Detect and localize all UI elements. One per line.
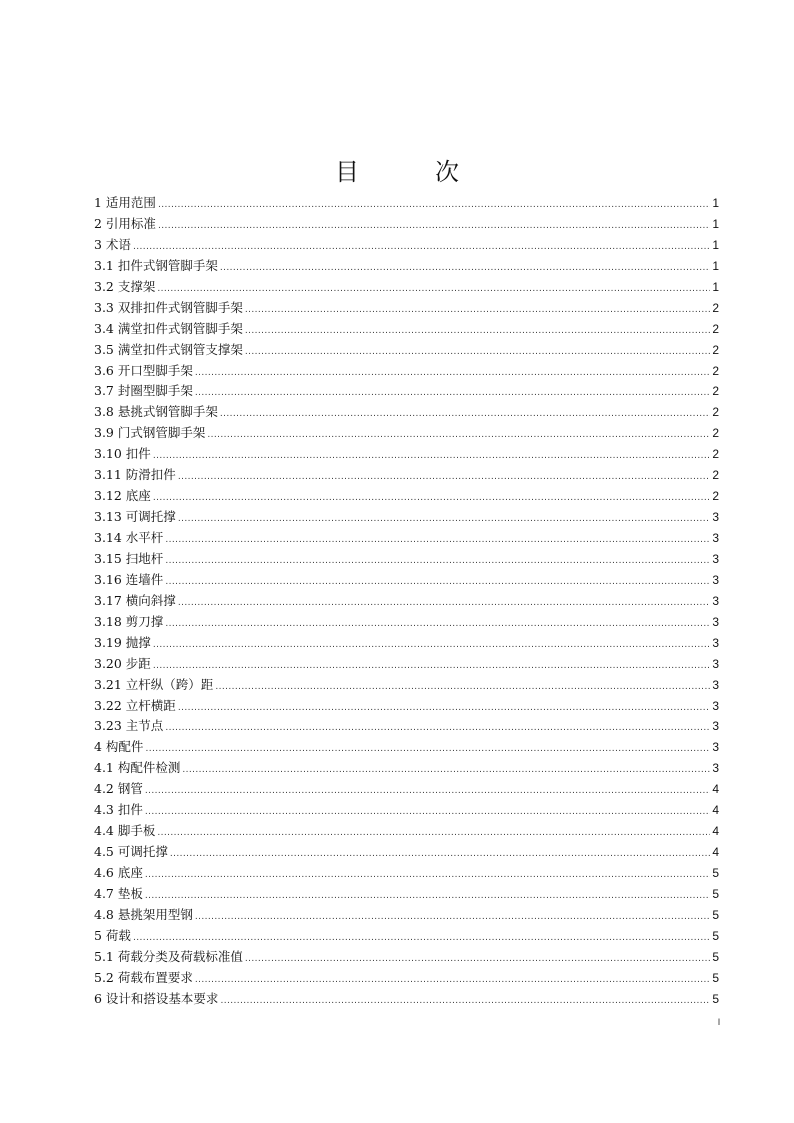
toc-entry-page: 2 xyxy=(712,426,719,441)
toc-entry-label: 4.8 悬挑架用型钢 xyxy=(94,906,193,922)
toc-entry-page: 2 xyxy=(712,363,719,378)
toc-entry-label: 3.7 封圈型脚手架 xyxy=(94,383,193,399)
toc-entry-page: 3 xyxy=(712,572,719,587)
toc-dot-leader xyxy=(207,425,710,446)
toc-entry[interactable] xyxy=(94,842,719,863)
toc-dot-leader xyxy=(215,677,710,698)
toc-dot-leader xyxy=(178,593,711,614)
toc-entry[interactable] xyxy=(94,340,719,361)
toc-dot-leader xyxy=(195,907,710,928)
toc-entry-page: 3 xyxy=(712,593,719,608)
toc-entry-label: 3.16 连墙件 xyxy=(94,571,164,587)
toc-entry[interactable] xyxy=(94,968,719,989)
toc-entry-label: 5 荷载 xyxy=(94,927,131,943)
toc-dot-leader xyxy=(165,614,710,635)
toc-entry-page: 3 xyxy=(712,656,719,671)
toc-entry-page: 1 xyxy=(712,258,719,273)
toc-entry[interactable] xyxy=(94,402,719,423)
toc-entry[interactable] xyxy=(94,193,719,214)
toc-entry-page: 3 xyxy=(712,614,719,629)
page-number: I xyxy=(717,1017,721,1027)
toc-entry[interactable] xyxy=(94,821,719,842)
toc-entry-page: 4 xyxy=(712,824,719,839)
toc-entry[interactable] xyxy=(94,612,719,633)
toc-entry-page: 2 xyxy=(712,447,719,462)
toc-entry[interactable] xyxy=(94,570,719,591)
toc-entry-page: 1 xyxy=(712,216,719,231)
toc-entry-label: 4.1 构配件检测 xyxy=(94,760,181,776)
toc-entry[interactable] xyxy=(94,633,719,654)
toc-dot-leader xyxy=(153,446,711,467)
toc-entry-page: 2 xyxy=(712,489,719,504)
toc-entry-label: 4.7 垫板 xyxy=(94,885,143,901)
toc-entry[interactable] xyxy=(94,716,719,737)
toc-entry-page: 3 xyxy=(712,740,719,755)
toc-entry[interactable] xyxy=(94,779,719,800)
toc-dot-leader xyxy=(145,781,710,802)
toc-dot-leader xyxy=(133,928,710,949)
toc-entry[interactable] xyxy=(94,800,719,821)
toc-entry-label: 3.19 抛撑 xyxy=(94,634,151,650)
toc-entry-page: 4 xyxy=(712,845,719,860)
toc-entry[interactable] xyxy=(94,675,719,696)
toc-entry-label: 4.2 钢管 xyxy=(94,781,143,797)
toc-entry-label: 3 术语 xyxy=(94,236,131,252)
toc-entry[interactable] xyxy=(94,905,719,926)
toc-entry-page: 3 xyxy=(712,698,719,713)
toc-dot-leader xyxy=(145,865,710,886)
toc-entry-label: 4.5 可调托撑 xyxy=(94,844,168,860)
toc-entry[interactable] xyxy=(94,277,719,298)
toc-entry-page: 5 xyxy=(712,970,719,985)
toc-entry-label: 3.18 剪刀撑 xyxy=(94,613,164,629)
toc-entry-page: 5 xyxy=(712,991,719,1006)
toc-dot-leader xyxy=(220,991,710,1012)
toc-entry-label: 4 构配件 xyxy=(94,739,144,755)
toc-entry[interactable] xyxy=(94,758,719,779)
toc-entry-label: 3.9 门式钢管脚手架 xyxy=(94,425,206,441)
toc-entry-page: 3 xyxy=(712,677,719,692)
toc-dot-leader xyxy=(157,279,710,300)
toc-entry-label: 3.12 底座 xyxy=(94,488,151,504)
toc-entry-page: 5 xyxy=(712,928,719,943)
toc-entry-page: 4 xyxy=(712,803,719,818)
toc-entry-page: 2 xyxy=(712,342,719,357)
toc-entry[interactable] xyxy=(94,507,719,528)
toc-dot-leader xyxy=(178,467,711,488)
toc-dot-leader xyxy=(165,551,710,572)
toc-dot-leader xyxy=(170,844,710,865)
toc-entry[interactable] xyxy=(94,381,719,402)
toc-dot-leader xyxy=(178,509,711,530)
toc-entry-page: 2 xyxy=(712,405,719,420)
table-of-contents xyxy=(94,193,719,1010)
toc-dot-leader xyxy=(158,216,710,237)
toc-dot-leader xyxy=(165,572,710,593)
page-title: 目 次 xyxy=(335,158,485,186)
toc-entry[interactable] xyxy=(94,926,719,947)
toc-entry[interactable] xyxy=(94,528,719,549)
toc-entry[interactable] xyxy=(94,696,719,717)
toc-entry[interactable] xyxy=(94,591,719,612)
toc-entry-label: 3.21 立杆纵（跨）距 xyxy=(94,676,214,692)
toc-entry-label: 3.22 立杆横距 xyxy=(94,697,176,713)
toc-entry-page: 3 xyxy=(712,551,719,566)
toc-entry-page: 1 xyxy=(712,237,719,252)
toc-entry-label: 3.3 双排扣件式钢管脚手架 xyxy=(94,299,243,315)
toc-entry-label: 3.4 满堂扣件式钢管脚手架 xyxy=(94,320,243,336)
toc-entry-label: 3.2 支撑架 xyxy=(94,278,156,294)
toc-entry-page: 3 xyxy=(712,719,719,734)
toc-entry-page: 3 xyxy=(712,531,719,545)
toc-entry-page: 5 xyxy=(712,866,719,880)
toc-dot-leader xyxy=(220,258,710,279)
toc-entry[interactable] xyxy=(94,654,719,675)
toc-dot-leader xyxy=(245,342,710,363)
toc-dot-leader xyxy=(195,383,710,404)
toc-entry-label: 3.23 主节点 xyxy=(94,718,164,734)
toc-entry-label: 3.14 水平杆 xyxy=(94,530,164,545)
toc-entry-page: 5 xyxy=(712,886,719,901)
toc-entry[interactable] xyxy=(94,298,719,319)
toc-entry-label: 3.1 扣件式钢管脚手架 xyxy=(94,257,218,273)
toc-entry[interactable] xyxy=(94,486,719,507)
toc-entry-label: 4.4 脚手板 xyxy=(94,823,156,839)
toc-dot-leader xyxy=(195,363,710,384)
toc-entry-page: 3 xyxy=(712,761,719,776)
toc-dot-leader xyxy=(133,237,710,258)
toc-dot-leader xyxy=(220,404,710,425)
toc-entry-label: 4.6 底座 xyxy=(94,865,143,880)
toc-dot-leader xyxy=(153,635,711,656)
toc-entry-page: 3 xyxy=(712,510,719,525)
toc-dot-leader xyxy=(157,823,710,844)
toc-entry[interactable] xyxy=(94,465,719,486)
toc-entry-label: 5.2 荷载布置要求 xyxy=(94,969,193,985)
toc-dot-leader xyxy=(195,970,710,991)
toc-entry-label: 2 引用标准 xyxy=(94,215,156,231)
toc-entry-page: 1 xyxy=(712,196,719,210)
toc-entry[interactable] xyxy=(94,884,719,905)
toc-entry[interactable] xyxy=(94,423,719,444)
toc-entry-page: 2 xyxy=(712,321,719,336)
toc-entry-page: 3 xyxy=(712,635,719,650)
toc-dot-leader xyxy=(245,949,710,970)
toc-entry-page: 5 xyxy=(712,949,719,964)
toc-entry[interactable] xyxy=(94,549,719,570)
toc-entry-label: 3.5 满堂扣件式钢管支撑架 xyxy=(94,341,243,357)
toc-entry-label: 4.3 扣件 xyxy=(94,802,143,818)
toc-entry-label: 3.17 横向斜撑 xyxy=(94,592,176,608)
toc-entry-page: 2 xyxy=(712,300,719,315)
toc-dot-leader xyxy=(165,530,710,551)
toc-dot-leader xyxy=(178,698,711,719)
toc-dot-leader xyxy=(145,886,710,907)
toc-entry[interactable] xyxy=(94,737,719,758)
toc-entry-label: 6 设计和搭设基本要求 xyxy=(94,990,219,1006)
toc-entry[interactable] xyxy=(94,947,719,968)
toc-entry-label: 3.6 开口型脚手架 xyxy=(94,362,193,378)
toc-entry-page: 1 xyxy=(712,279,719,294)
toc-entry-page: 2 xyxy=(712,384,719,399)
toc-entry[interactable] xyxy=(94,863,719,884)
toc-dot-leader xyxy=(145,802,710,823)
toc-dot-leader xyxy=(158,195,710,216)
toc-dot-leader xyxy=(182,760,710,781)
toc-entry-label: 3.10 扣件 xyxy=(94,446,151,462)
toc-entry-page: 2 xyxy=(712,468,719,483)
toc-entry[interactable] xyxy=(94,214,719,235)
toc-entry-page: 4 xyxy=(712,782,719,797)
toc-dot-leader xyxy=(245,300,710,321)
toc-entry-label: 3.13 可调托撑 xyxy=(94,509,176,525)
toc-dot-leader xyxy=(165,718,710,739)
toc-entry[interactable] xyxy=(94,444,719,465)
toc-entry-label: 3.15 扫地杆 xyxy=(94,550,164,566)
toc-entry-page: 5 xyxy=(712,907,719,922)
toc-entry-label: 5.1 荷载分类及荷载标准值 xyxy=(94,948,243,964)
toc-entry[interactable] xyxy=(94,235,719,256)
toc-entry-label: 1 适用范围 xyxy=(94,195,156,210)
toc-dot-leader xyxy=(153,488,711,509)
toc-entry-label: 3.8 悬挑式钢管脚手架 xyxy=(94,404,218,420)
toc-entry[interactable] xyxy=(94,361,719,382)
toc-dot-leader xyxy=(245,321,710,342)
toc-entry-label: 3.20 步距 xyxy=(94,655,151,671)
toc-entry[interactable] xyxy=(94,319,719,340)
toc-entry-label: 3.11 防滑扣件 xyxy=(94,467,176,483)
toc-dot-leader xyxy=(145,739,710,760)
toc-dot-leader xyxy=(153,656,711,677)
toc-entry[interactable] xyxy=(94,989,719,1010)
toc-entry[interactable] xyxy=(94,256,719,277)
